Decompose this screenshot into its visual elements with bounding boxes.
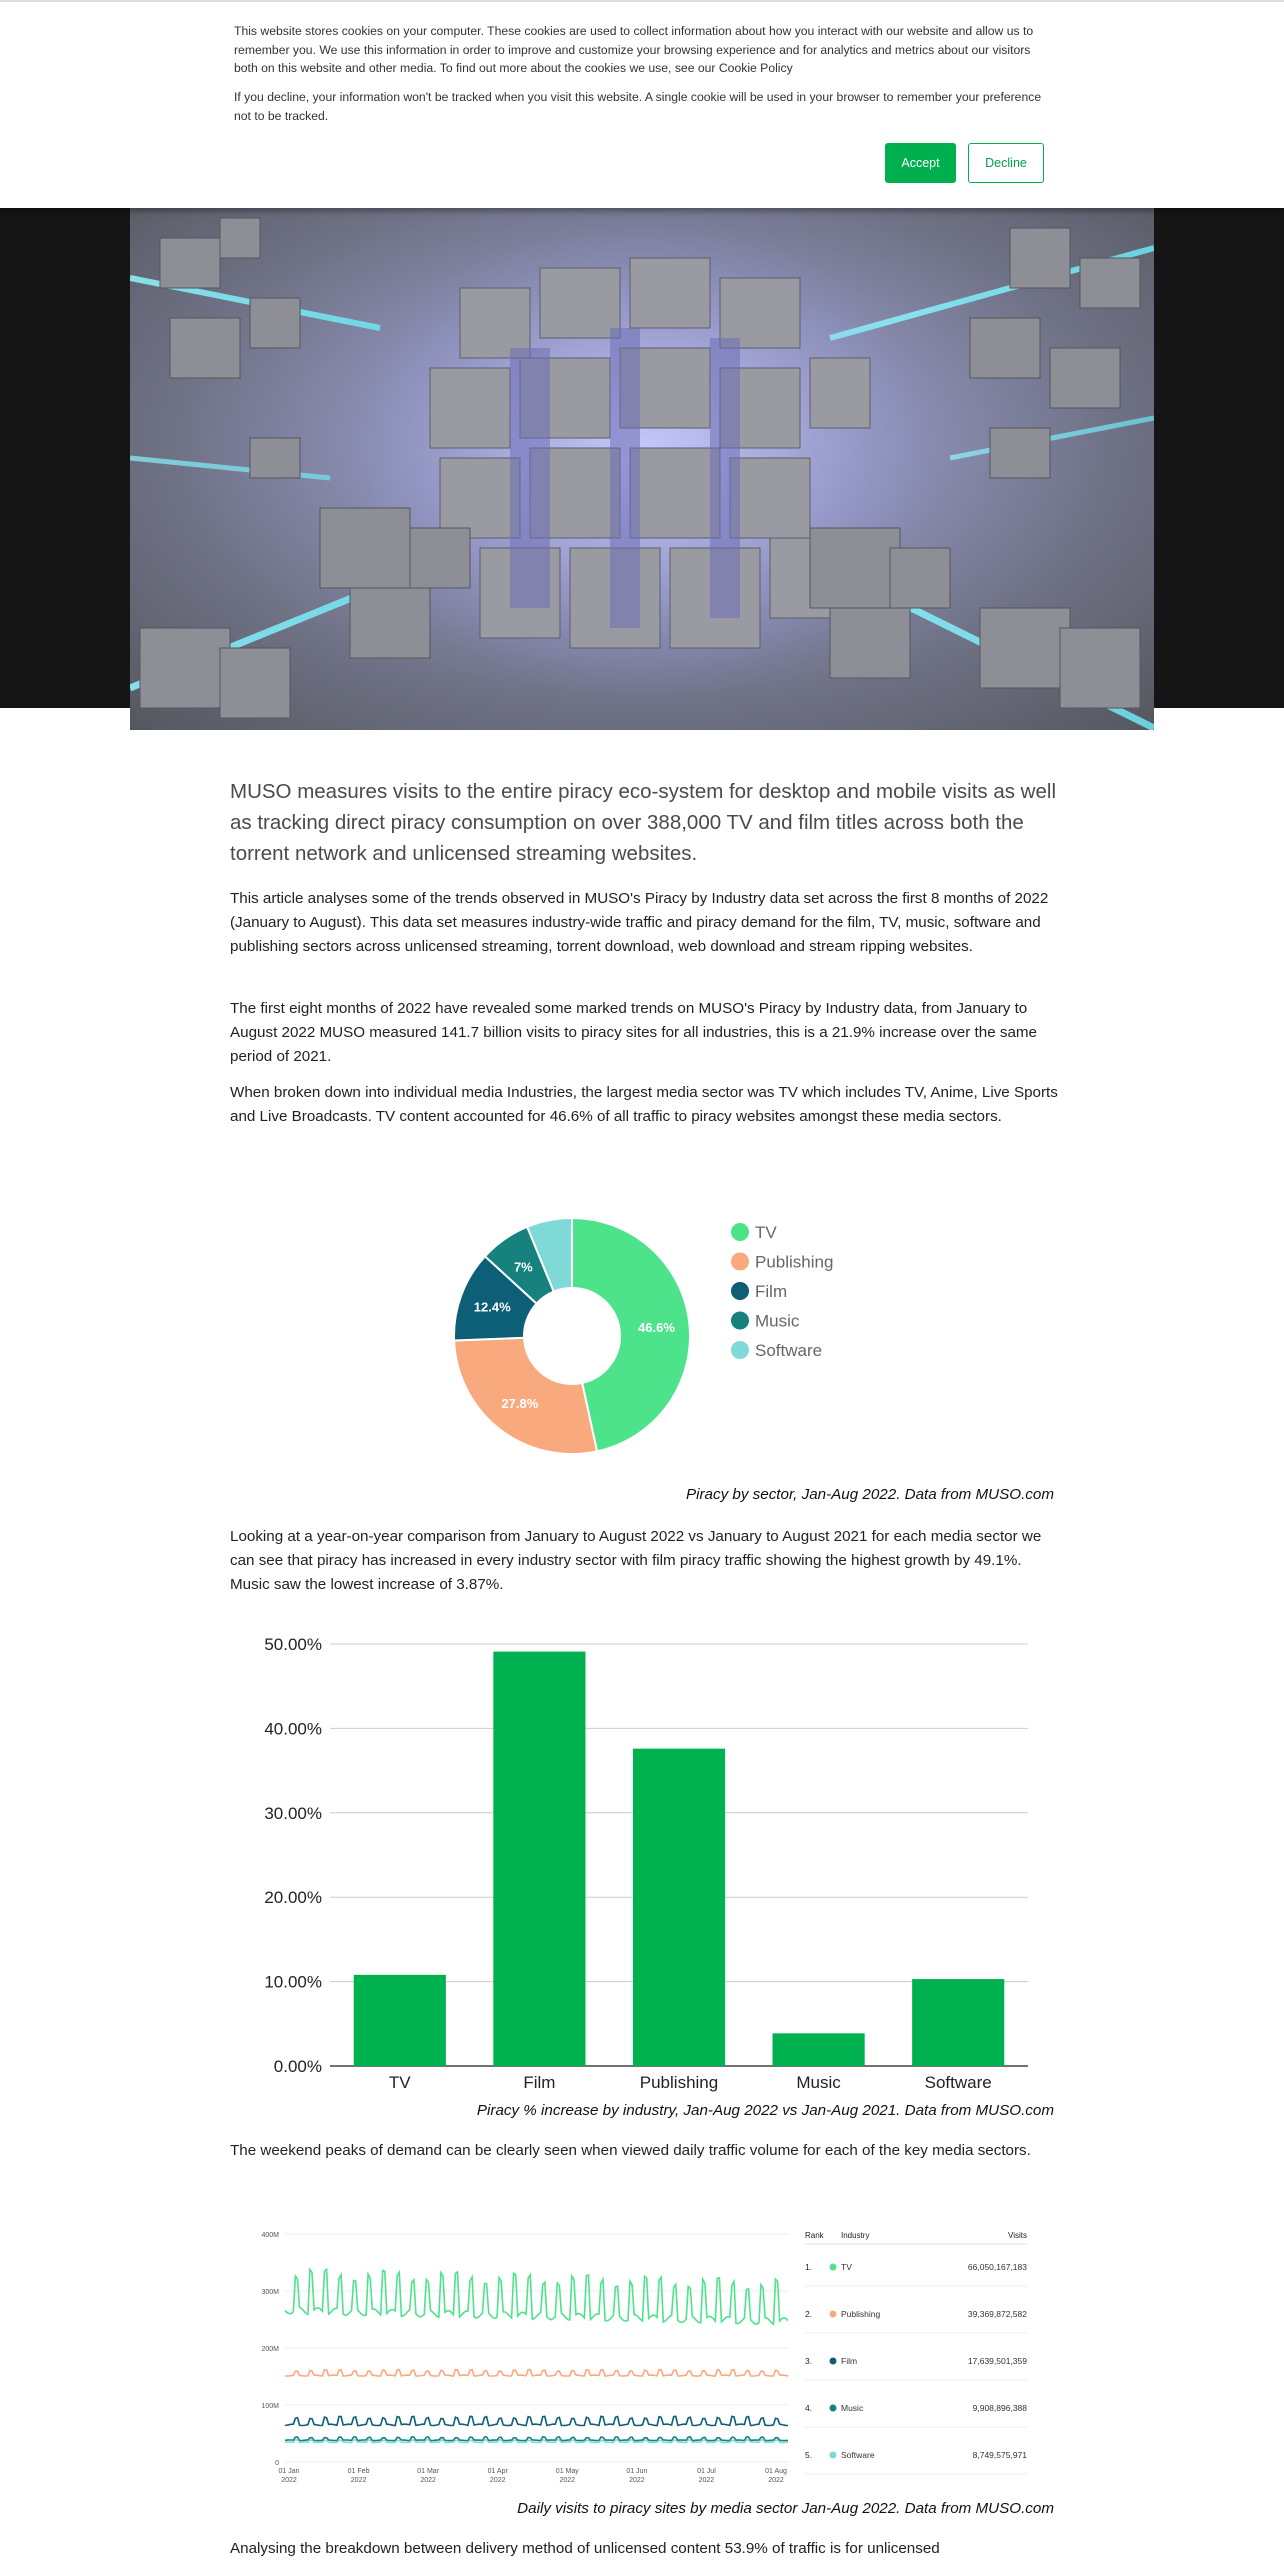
donut-label-music: 7% bbox=[513, 1259, 533, 1275]
x-tick-label: 2022 bbox=[698, 2477, 715, 2484]
accept-button[interactable]: Accept bbox=[885, 143, 956, 183]
cookie-text: This website stores cookies on your computer. These cookies are used to collect information about how you interact with our website and allow us to remember you. We use this information in order to improve and customize your browsing experience and for analytics and metrics about our visitors both on this website and other media. To find out more about the cookies we use, see our Cookie Policy bbox=[234, 24, 1034, 75]
legend-marker-software bbox=[731, 1341, 749, 1359]
x-tick-label: 2022 bbox=[489, 2477, 506, 2484]
table-industry: TV bbox=[841, 2262, 852, 2272]
hero-image bbox=[130, 208, 1154, 730]
table-rank: 4. bbox=[805, 2403, 813, 2413]
legend-marker-publishing bbox=[731, 1253, 749, 1271]
table-industry: Film bbox=[841, 2356, 858, 2366]
legend-label-film: Film bbox=[755, 1282, 788, 1301]
table-header-visits: Visits bbox=[1008, 2231, 1027, 2240]
bar-film bbox=[493, 1652, 585, 2066]
table-industry: Music bbox=[841, 2403, 864, 2413]
donut-label-publishing: 27.8% bbox=[501, 1396, 539, 1412]
table-industry: Publishing bbox=[841, 2309, 881, 2319]
x-tick-label: Software bbox=[924, 2073, 992, 2092]
table-rank: 1. bbox=[805, 2262, 813, 2272]
bar-tv bbox=[354, 1975, 446, 2066]
legend-label-software: Software bbox=[755, 1341, 823, 1360]
daily-visits-line-chart bbox=[230, 2216, 1060, 2496]
daily-chart-caption: Daily visits to piracy sites by media sector Jan-Aug 2022. Data from MUSO.com bbox=[517, 2500, 1054, 2517]
x-tick-label: 01 Jan bbox=[278, 2468, 300, 2475]
table-visits: 17,639,501,359 bbox=[967, 2356, 1027, 2366]
x-tick-label: 2022 bbox=[559, 2477, 576, 2484]
x-tick-label: 2022 bbox=[281, 2477, 297, 2484]
y-tick-label: 300M bbox=[261, 2289, 279, 2296]
table-rank: 2. bbox=[805, 2309, 813, 2319]
y-tick-label: 20.00% bbox=[264, 1888, 322, 1908]
x-tick-label: 01 Mar bbox=[417, 2468, 440, 2475]
table-rank: 5. bbox=[805, 2450, 813, 2460]
x-tick-label: 01 Jun bbox=[626, 2468, 648, 2475]
y-tick-label: 100M bbox=[261, 2403, 279, 2410]
table-marker-music bbox=[830, 2405, 837, 2412]
y-tick-label: 50.00% bbox=[264, 1635, 322, 1654]
y-tick-label: 400M bbox=[261, 2232, 279, 2239]
table-marker-publishing bbox=[830, 2311, 837, 2318]
donut-chart-caption: Piracy by sector, Jan-Aug 2022. Data from MUSO.com bbox=[685, 1486, 1054, 1503]
x-tick-label: 01 Jul bbox=[697, 2468, 716, 2475]
y-tick-label: 40.00% bbox=[264, 1719, 322, 1739]
table-visits: 9,908,896,388 bbox=[972, 2403, 1027, 2413]
y-tick-label: 10.00% bbox=[264, 1972, 322, 1992]
table-header-industry: Industry bbox=[841, 2231, 870, 2240]
legend-marker-tv bbox=[731, 1223, 749, 1241]
article-paragraph-1: This article analyses some of the trends observed in MUSO's Piracy by Industry data set across the first 8 months of 2022 (January to August). This data set measures industry-wide traffic and piracy demand for the film, TV, music, software and publishing sectors across unlicensed streaming, torrent download, web download and stream ripping websites. bbox=[230, 890, 1049, 955]
series-line-film bbox=[285, 2416, 788, 2425]
piracy-by-sector-donut-chart bbox=[450, 1216, 850, 1466]
table-visits: 66,050,167,183 bbox=[967, 2262, 1027, 2272]
x-tick-label: 01 Feb bbox=[347, 2468, 370, 2475]
article-intro: MUSO measures visits to the entire piracy eco-system for desktop and mobile visits as well as tracking direct piracy consumption on over 388,000 TV and film titles across both the torrent network and unlicensed streaming websites. bbox=[230, 780, 1056, 865]
x-tick-label: Film bbox=[523, 2073, 556, 2092]
y-tick-label: 200M bbox=[261, 2346, 279, 2353]
series-line-music bbox=[285, 2437, 788, 2441]
bar-publishing bbox=[633, 1749, 725, 2066]
y-tick-label: 30.00% bbox=[264, 1803, 322, 1823]
x-tick-label: 2022 bbox=[768, 2477, 784, 2484]
x-tick-label: 01 May bbox=[555, 2468, 579, 2475]
y-tick-label: 0.00% bbox=[273, 2057, 322, 2076]
cookie-decline-info: If you decline, your information won't be tracked when you visit this website. A single cookie will be used in your browser to remember your preference not to be tracked. bbox=[234, 90, 1042, 123]
legend-marker-film bbox=[731, 1282, 749, 1300]
x-tick-label: 2022 bbox=[629, 2477, 645, 2484]
x-tick-label: TV bbox=[388, 2073, 411, 2092]
article-paragraph-3: When broken down into individual media Industries, the largest media sector was TV which includes TV, Anime, Live Sports and Live Broadcasts. TV content accounted for 46.6% of all traffic to piracy websites amongst these media sectors. bbox=[230, 1084, 1058, 1125]
x-tick-label: 2022 bbox=[350, 2477, 367, 2484]
table-rank: 3. bbox=[805, 2356, 813, 2366]
article-paragraph-6: Analysing the breakdown between delivery method of unlicensed content 53.9% of traffic is for unlicensed bbox=[230, 2540, 940, 2557]
y-tick-label: 0 bbox=[275, 2460, 279, 2467]
decline-button[interactable]: Decline bbox=[968, 143, 1044, 183]
x-tick-label: 01 Apr bbox=[487, 2468, 508, 2475]
table-header-rank: Rank bbox=[805, 2231, 824, 2240]
table-visits: 39,369,872,582 bbox=[967, 2309, 1027, 2319]
table-marker-software bbox=[830, 2452, 837, 2459]
x-tick-label: 01 Aug bbox=[765, 2468, 787, 2475]
x-tick-label: 2022 bbox=[420, 2477, 436, 2484]
x-tick-label: Publishing bbox=[639, 2073, 719, 2092]
piracy-increase-bar-chart bbox=[230, 1620, 1060, 2100]
legend-label-publishing: Publishing bbox=[755, 1252, 834, 1272]
legend-label-tv: TV bbox=[755, 1223, 777, 1242]
article-paragraph-2: The first eight months of 2022 have revealed some marked trends on MUSO's Piracy by Industry data, from January to August 2022 MUSO measured 141.7 billion visits to piracy sites for all industries, this is a 21.9% increase over the same period of 2021. bbox=[230, 1000, 1038, 1065]
donut-label-film: 12.4% bbox=[473, 1299, 511, 1315]
table-marker-film bbox=[830, 2358, 837, 2365]
series-line-tv bbox=[285, 2269, 788, 2324]
table-visits: 8,749,575,971 bbox=[972, 2450, 1027, 2460]
x-tick-label: Music bbox=[796, 2073, 841, 2092]
article-paragraph-4: Looking at a year-on-year comparison from January to August 2022 vs January to August 2021 for each media sector we can see that piracy has increased in every industry sector with film piracy traffic showing the highest growth by 49.1%. Music saw the lowest increase of 3.87%. bbox=[230, 1528, 1042, 1593]
legend-label-music: Music bbox=[755, 1311, 800, 1331]
donut-label-tv: 46.6% bbox=[638, 1319, 675, 1335]
article-paragraph-5: The weekend peaks of demand can be clearly seen when viewed daily traffic volume for each of the key media sectors. bbox=[230, 2142, 1031, 2159]
legend-marker-music bbox=[731, 1312, 749, 1330]
bar-music bbox=[773, 2033, 865, 2066]
series-line-publishing bbox=[285, 2370, 788, 2376]
hero-cubes-illustration bbox=[130, 208, 1154, 730]
cookie-banner bbox=[0, 0, 1284, 208]
bar-chart-caption: Piracy % increase by industry, Jan-Aug 2022 vs Jan-Aug 2021. Data from MUSO.com bbox=[476, 2102, 1054, 2119]
table-marker-tv bbox=[830, 2264, 837, 2271]
bar-software bbox=[912, 1979, 1004, 2066]
table-industry: Software bbox=[841, 2450, 875, 2460]
